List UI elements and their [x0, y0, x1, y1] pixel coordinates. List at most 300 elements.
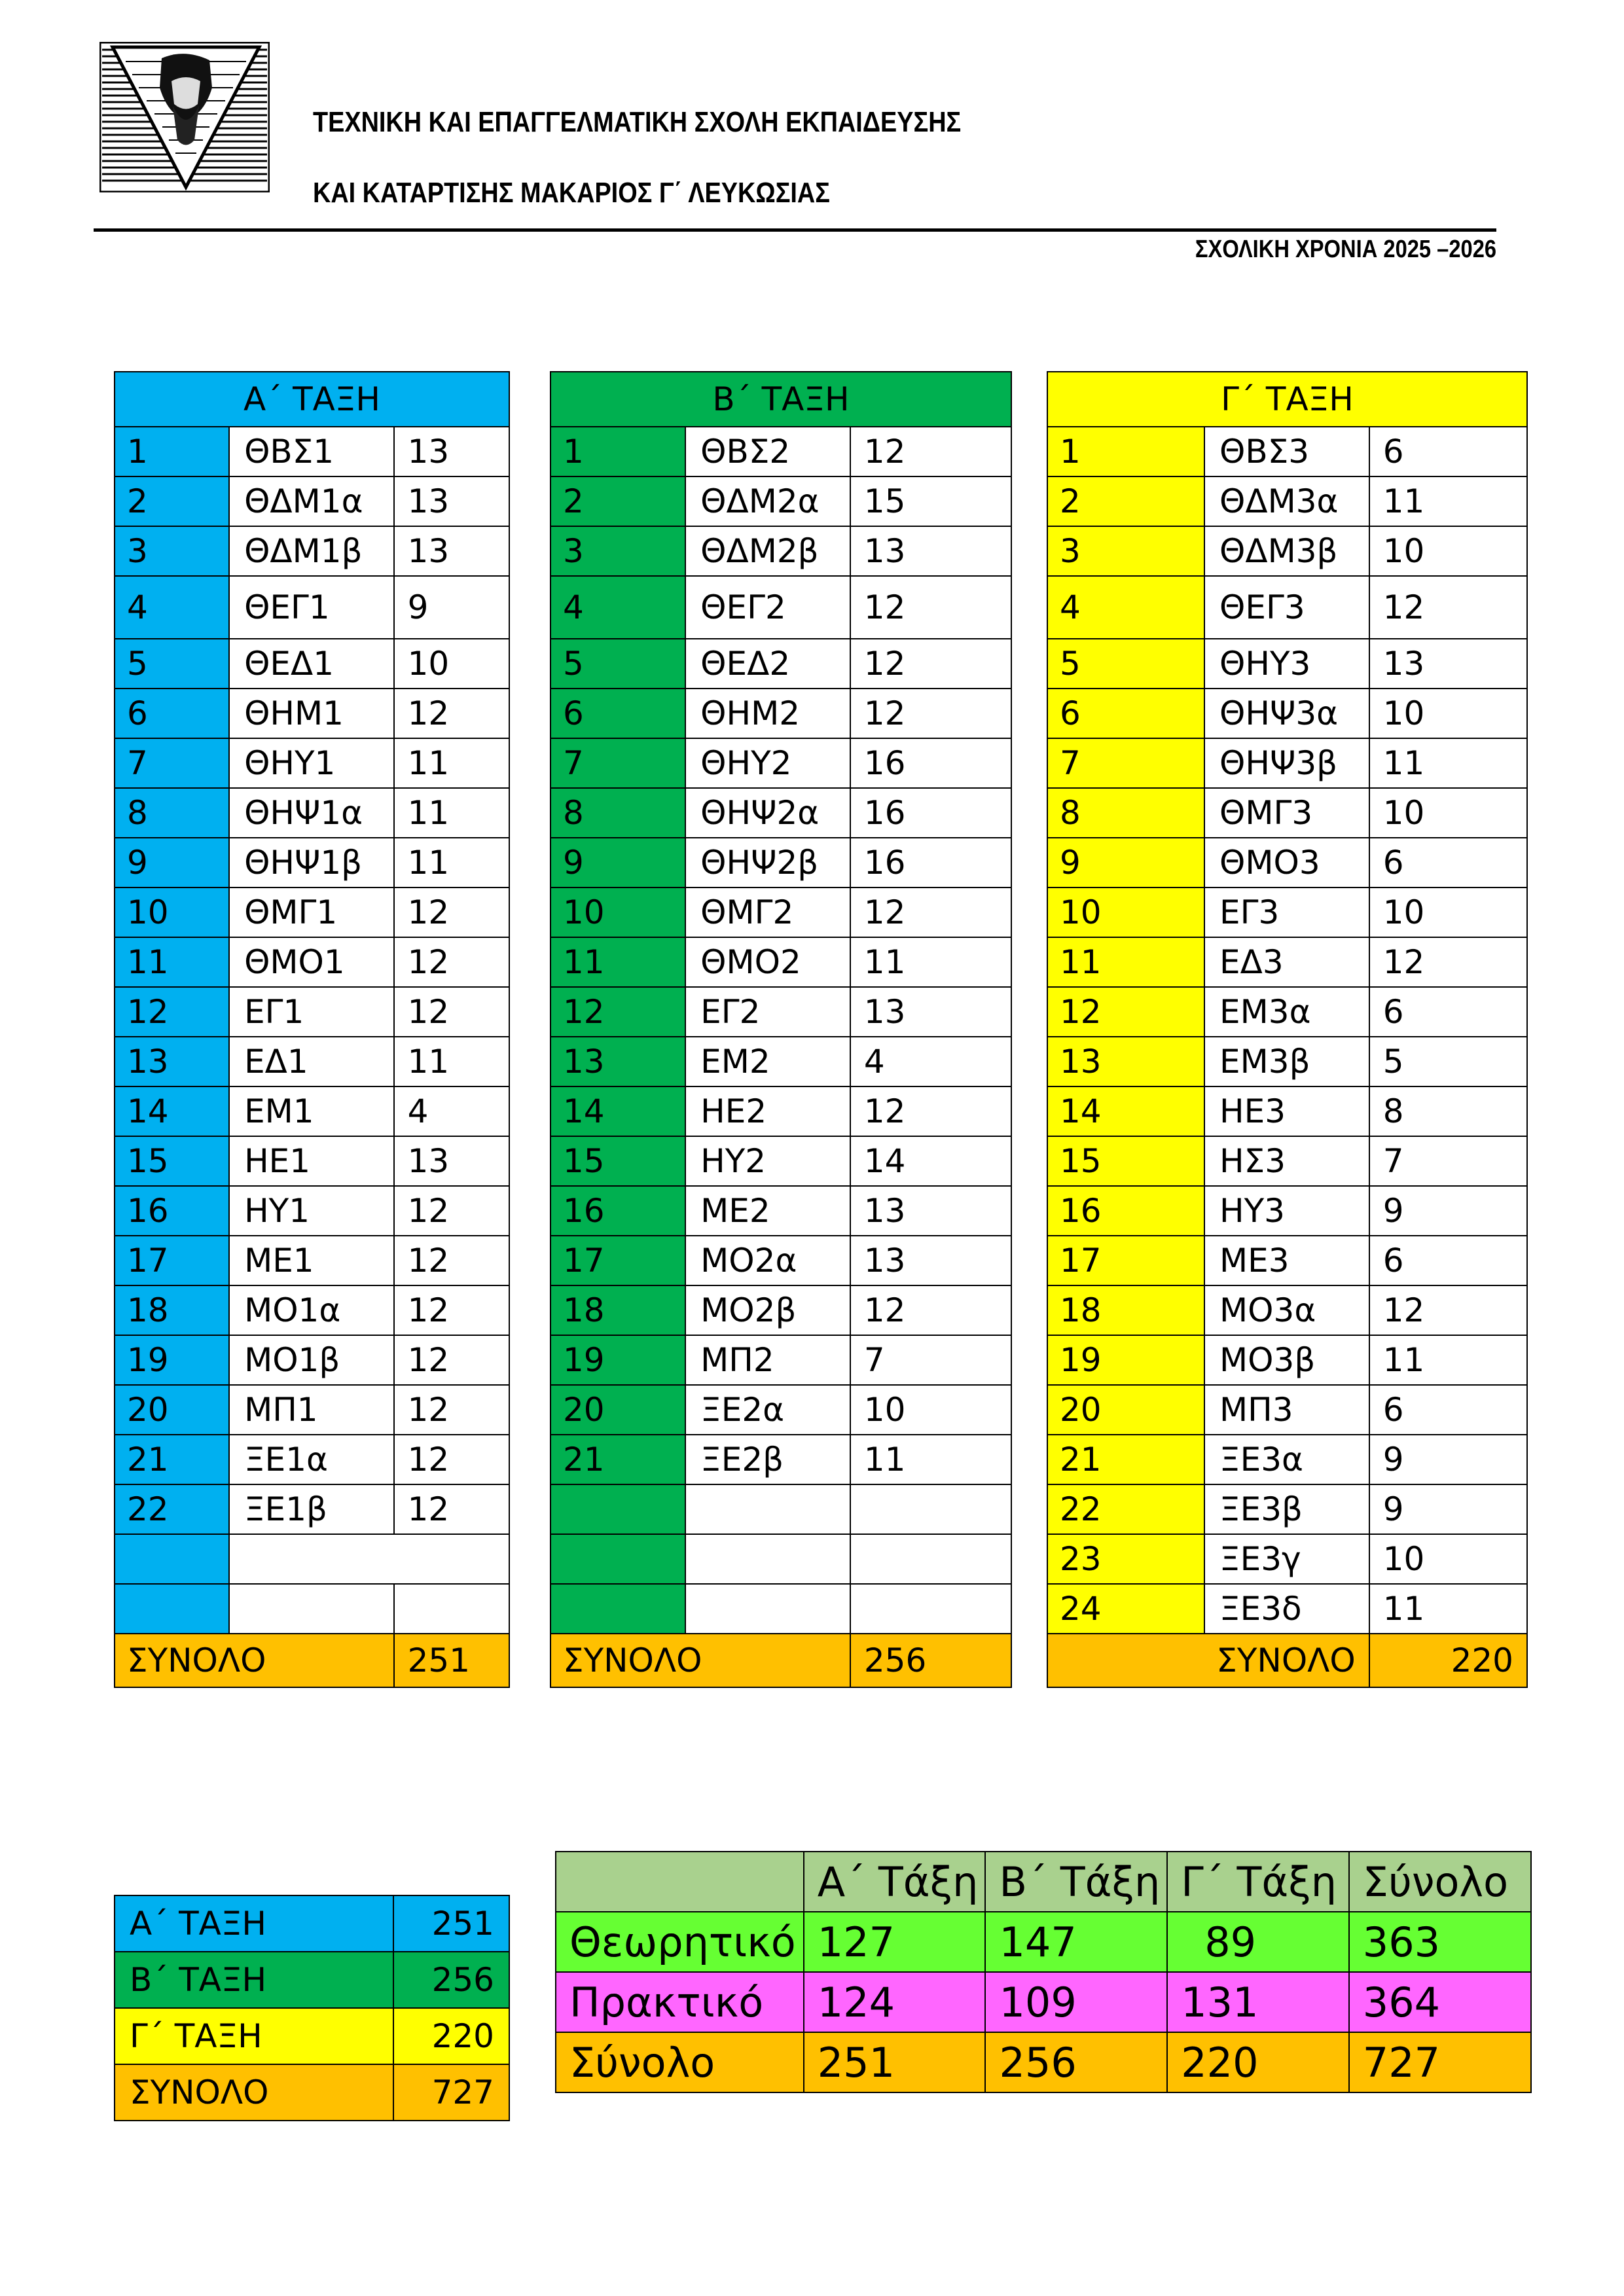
count-cell: 727 — [1349, 2032, 1531, 2092]
section-code: ΕΜ2 — [685, 1037, 850, 1086]
row-number: 4 — [115, 576, 229, 639]
section-code: ΘΕΔ2 — [685, 639, 850, 689]
row-number: 17 — [550, 1236, 685, 1285]
section-code: ΗΕ3 — [1204, 1086, 1369, 1136]
row-number: 24 — [1047, 1584, 1204, 1634]
section-code: ΗΣ3 — [1204, 1136, 1369, 1186]
row-number: 18 — [1047, 1285, 1204, 1335]
section-code: ΘΕΓ3 — [1204, 576, 1369, 639]
count-cell: 220 — [1167, 2032, 1349, 2092]
student-count: 13 — [1369, 639, 1527, 689]
row-number: 16 — [550, 1186, 685, 1236]
section-code: ΕΓ3 — [1204, 888, 1369, 937]
row-number: 10 — [1047, 888, 1204, 937]
section-code: ΗΕ2 — [685, 1086, 850, 1136]
section-code: ΜΠ2 — [685, 1335, 850, 1385]
empty-cell — [229, 1534, 509, 1584]
count-cell: 127 — [804, 1912, 986, 1972]
student-count: 11 — [394, 788, 509, 838]
summary-row — [115, 1952, 509, 2008]
section-code: ΜΟ3β — [1204, 1335, 1369, 1385]
section-code: ΘΜΓ3 — [1204, 788, 1369, 838]
section-code: ΗΥ2 — [685, 1136, 850, 1186]
row-number: 19 — [115, 1335, 229, 1385]
empty-cell — [685, 1534, 850, 1584]
column-header: Β΄ Τάξη — [985, 1852, 1167, 1912]
section-code: ΞΕ2β — [685, 1435, 850, 1484]
section-code: ΘΒΣ1 — [229, 427, 394, 476]
summary-label: Α΄ ΤΑΞΗ — [115, 1895, 393, 1952]
table-row — [1047, 476, 1527, 526]
table-row — [115, 427, 509, 476]
row-number: 2 — [1047, 476, 1204, 526]
count-cell: 251 — [804, 2032, 986, 2092]
table-row — [550, 788, 1011, 838]
row-number: 21 — [550, 1435, 685, 1484]
student-count: 14 — [850, 1136, 1011, 1186]
row-number: 4 — [1047, 576, 1204, 639]
student-count: 11 — [394, 1037, 509, 1086]
row-number — [115, 1534, 229, 1584]
student-count: 12 — [394, 1236, 509, 1285]
table-row — [550, 888, 1011, 937]
student-count: 13 — [394, 526, 509, 576]
section-code: ΘΗΨ2β — [685, 838, 850, 888]
table-row — [550, 1435, 1011, 1484]
table-row — [1047, 1236, 1527, 1285]
table-row — [550, 1086, 1011, 1136]
row-number: 17 — [1047, 1236, 1204, 1285]
row-label: Πρακτικό — [556, 1972, 804, 2032]
row-number: 15 — [550, 1136, 685, 1186]
table-row — [1047, 1435, 1527, 1484]
section-code: ΜΟ1α — [229, 1285, 394, 1335]
row-number: 7 — [1047, 738, 1204, 788]
table-row — [115, 1086, 509, 1136]
student-count: 13 — [850, 526, 1011, 576]
section-code: ΘΗΨ3α — [1204, 689, 1369, 738]
section-code: ΘΜΓ1 — [229, 888, 394, 937]
row-number: 7 — [550, 738, 685, 788]
summary-value: 220 — [393, 2008, 509, 2064]
section-code: ΘΜΟ1 — [229, 937, 394, 987]
table-row — [1047, 888, 1527, 937]
student-count: 7 — [850, 1335, 1011, 1385]
student-count: 13 — [850, 1186, 1011, 1236]
row-number: 11 — [550, 937, 685, 987]
row-number: 22 — [115, 1484, 229, 1534]
section-code: ΞΕ3α — [1204, 1435, 1369, 1484]
section-code: ΘΔΜ2β — [685, 526, 850, 576]
row-number: 21 — [1047, 1435, 1204, 1484]
table-row — [1047, 639, 1527, 689]
row-number: 10 — [550, 888, 685, 937]
table-row — [550, 738, 1011, 788]
student-count: 15 — [850, 476, 1011, 526]
row-number: 6 — [115, 689, 229, 738]
count-cell: 363 — [1349, 1912, 1531, 1972]
empty-cell — [850, 1534, 1011, 1584]
row-number: 5 — [115, 639, 229, 689]
row-number: 19 — [1047, 1335, 1204, 1385]
table-row — [1047, 937, 1527, 987]
row-number: 3 — [550, 526, 685, 576]
student-count: 12 — [394, 987, 509, 1037]
student-count: 12 — [394, 1186, 509, 1236]
school-name-line-2: ΚΑΙ ΚΑΤΑΡΤΙΣΗΣ ΜΑΚΑΡΙΟΣ Γ΄ ΛΕΥΚΩΣΙΑΣ — [313, 177, 830, 209]
row-number: 5 — [550, 639, 685, 689]
section-code: ΘΕΔ1 — [229, 639, 394, 689]
section-code: ΜΕ3 — [1204, 1236, 1369, 1285]
row-number: 1 — [550, 427, 685, 476]
section-code: ΕΓ1 — [229, 987, 394, 1037]
table-row — [550, 576, 1011, 639]
student-count: 11 — [850, 937, 1011, 987]
table-row — [550, 1534, 1011, 1584]
row-number: 16 — [1047, 1186, 1204, 1236]
student-count: 12 — [394, 689, 509, 738]
row-number: 6 — [1047, 689, 1204, 738]
summary-value: 251 — [393, 1895, 509, 1952]
theory-practice-table — [555, 1851, 1532, 2093]
row-number: 13 — [115, 1037, 229, 1086]
student-count: 13 — [850, 1236, 1011, 1285]
summary-label: Γ΄ ΤΑΞΗ — [115, 2008, 393, 2064]
row-number: 1 — [1047, 427, 1204, 476]
student-count: 12 — [394, 888, 509, 937]
table-row — [115, 1435, 509, 1484]
class-title-row — [1047, 372, 1527, 427]
row-number: 18 — [550, 1285, 685, 1335]
row-number: 13 — [1047, 1037, 1204, 1086]
empty-cell — [394, 1584, 509, 1634]
table-row — [115, 1186, 509, 1236]
table-row — [115, 1335, 509, 1385]
table-row — [115, 476, 509, 526]
table-row — [550, 639, 1011, 689]
section-code: ΗΥ3 — [1204, 1186, 1369, 1236]
row-number: 3 — [1047, 526, 1204, 576]
table-row — [115, 937, 509, 987]
total-label: ΣΥΝΟΛΟ — [1047, 1634, 1369, 1687]
school-name-line-1: ΤΕΧΝΙΚΗ ΚΑΙ ΕΠΑΓΓΕΛΜΑΤΙΚΗ ΣΧΟΛΗ ΕΚΠΑΙΔΕΥΣΗΣ — [313, 106, 962, 138]
table-row — [1047, 689, 1527, 738]
school-logo — [99, 42, 270, 192]
row-number: 15 — [1047, 1136, 1204, 1186]
table-row — [550, 1037, 1011, 1086]
student-count: 12 — [850, 427, 1011, 476]
row-number: 9 — [1047, 838, 1204, 888]
student-count: 12 — [394, 1435, 509, 1484]
section-code: ΘΔΜ2α — [685, 476, 850, 526]
row-number: 10 — [115, 888, 229, 937]
table-row — [115, 1534, 509, 1584]
empty-cell — [850, 1584, 1011, 1634]
row-number: 14 — [115, 1086, 229, 1136]
school-year: ΣΧΟΛΙΚΗ ΧΡΟΝΙΑ 2025 –2026 — [1195, 236, 1496, 263]
section-code: ΘΗΥ3 — [1204, 639, 1369, 689]
student-count: 12 — [850, 576, 1011, 639]
total-row — [1047, 1634, 1527, 1687]
student-count: 4 — [394, 1086, 509, 1136]
row-number: 2 — [550, 476, 685, 526]
section-code: ΘΜΓ2 — [685, 888, 850, 937]
section-code: ΕΜ1 — [229, 1086, 394, 1136]
student-count: 12 — [394, 1335, 509, 1385]
table-row — [1047, 1136, 1527, 1186]
count-cell: 109 — [985, 1972, 1167, 2032]
student-count: 11 — [1369, 1335, 1527, 1385]
row-number: 2 — [115, 476, 229, 526]
table-row — [550, 427, 1011, 476]
table-row — [1047, 576, 1527, 639]
row-number — [115, 1584, 229, 1634]
student-count: 9 — [1369, 1484, 1527, 1534]
section-code: ΜΟ3α — [1204, 1285, 1369, 1335]
table-row — [115, 987, 509, 1037]
section-code: ΜΕ2 — [685, 1186, 850, 1236]
student-count: 12 — [394, 1385, 509, 1435]
student-count: 12 — [1369, 937, 1527, 987]
section-code: ΘΗΨ1α — [229, 788, 394, 838]
total-label: ΣΥΝΟΛΟ — [115, 1634, 394, 1687]
summary-value: 727 — [393, 2064, 509, 2121]
student-count: 12 — [1369, 1285, 1527, 1335]
row-number: 8 — [550, 788, 685, 838]
section-code: ΗΥ1 — [229, 1186, 394, 1236]
section-code: ΞΕ2α — [685, 1385, 850, 1435]
summary-row — [115, 1895, 509, 1952]
row-number: 23 — [1047, 1534, 1204, 1584]
table-row — [1047, 1534, 1527, 1584]
section-code: ΘΔΜ1α — [229, 476, 394, 526]
total-value: 256 — [850, 1634, 1011, 1687]
section-code: ΞΕ3β — [1204, 1484, 1369, 1534]
row-number: 20 — [115, 1385, 229, 1435]
section-code: ΗΕ1 — [229, 1136, 394, 1186]
row-number: 11 — [1047, 937, 1204, 987]
student-count: 12 — [1369, 576, 1527, 639]
section-code: ΜΠ3 — [1204, 1385, 1369, 1435]
row-number: 7 — [115, 738, 229, 788]
section-code: ΜΟ1β — [229, 1335, 394, 1385]
section-code: ΘΕΓ1 — [229, 576, 394, 639]
student-count: 10 — [1369, 526, 1527, 576]
section-code: ΘΗΥ1 — [229, 738, 394, 788]
table-row — [1047, 526, 1527, 576]
section-code: ΕΜ3β — [1204, 1037, 1369, 1086]
student-count: 7 — [1369, 1136, 1527, 1186]
student-count: 12 — [850, 1285, 1011, 1335]
table-row — [115, 788, 509, 838]
class-a-table — [114, 371, 510, 1688]
table-row — [550, 476, 1011, 526]
section-code: ΘΕΓ2 — [685, 576, 850, 639]
student-count: 6 — [1369, 427, 1527, 476]
student-count: 12 — [850, 689, 1011, 738]
student-count: 10 — [1369, 689, 1527, 738]
row-number: 19 — [550, 1335, 685, 1385]
student-count: 10 — [850, 1385, 1011, 1435]
row-number: 6 — [550, 689, 685, 738]
empty-cell — [850, 1484, 1011, 1534]
table-row — [550, 1484, 1011, 1534]
row-number: 21 — [115, 1435, 229, 1484]
empty-cell — [229, 1584, 394, 1634]
table-row — [115, 1285, 509, 1335]
student-count: 11 — [850, 1435, 1011, 1484]
row-number: 9 — [550, 838, 685, 888]
student-count: 5 — [1369, 1037, 1527, 1086]
total-value: 251 — [394, 1634, 509, 1687]
breakdown-header-row — [556, 1852, 1531, 1912]
student-count: 11 — [394, 838, 509, 888]
section-code: ΘΒΣ2 — [685, 427, 850, 476]
count-cell: 89 — [1167, 1912, 1349, 1972]
table-row — [115, 1136, 509, 1186]
student-count: 9 — [1369, 1435, 1527, 1484]
section-code: ΘΜΟ2 — [685, 937, 850, 987]
table-row — [115, 526, 509, 576]
row-number: 1 — [115, 427, 229, 476]
row-number: 13 — [550, 1037, 685, 1086]
table-row — [550, 1186, 1011, 1236]
table-row — [115, 1584, 509, 1634]
row-label: Θεωρητικό — [556, 1912, 804, 1972]
section-code: ΘΗΥ2 — [685, 738, 850, 788]
summary-row — [115, 2064, 509, 2121]
student-count: 13 — [850, 987, 1011, 1037]
student-count: 10 — [1369, 788, 1527, 838]
row-number: 14 — [550, 1086, 685, 1136]
column-header: Σύνολο — [1349, 1852, 1531, 1912]
row-label: Σύνολο — [556, 2032, 804, 2092]
table-row — [1047, 1584, 1527, 1634]
student-count: 12 — [850, 888, 1011, 937]
table-row — [115, 1385, 509, 1435]
count-cell: 124 — [804, 1972, 986, 2032]
breakdown-row — [556, 1972, 1531, 2032]
student-count: 6 — [1369, 838, 1527, 888]
student-count: 6 — [1369, 1385, 1527, 1435]
table-row — [1047, 1385, 1527, 1435]
student-count: 11 — [1369, 738, 1527, 788]
table-row — [1047, 1037, 1527, 1086]
section-code: ΕΓ2 — [685, 987, 850, 1037]
row-number: 20 — [550, 1385, 685, 1435]
table-row — [550, 1335, 1011, 1385]
section-code: ΘΔΜ3β — [1204, 526, 1369, 576]
student-count: 13 — [394, 1136, 509, 1186]
summary-label: ΣΥΝΟΛΟ — [115, 2064, 393, 2121]
student-count: 11 — [1369, 1584, 1527, 1634]
student-count: 16 — [850, 788, 1011, 838]
student-count: 13 — [394, 427, 509, 476]
student-count: 8 — [1369, 1086, 1527, 1136]
section-code: ΞΕ1β — [229, 1484, 394, 1534]
class-title: Α΄ ΤΑΞΗ — [115, 372, 509, 427]
count-cell: 147 — [985, 1912, 1167, 1972]
section-code: ΘΗΨ3β — [1204, 738, 1369, 788]
empty-cell — [685, 1584, 850, 1634]
count-cell: 131 — [1167, 1972, 1349, 2032]
section-code: ΕΜ3α — [1204, 987, 1369, 1037]
column-header: Γ΄ Τάξη — [1167, 1852, 1349, 1912]
table-row — [550, 937, 1011, 987]
class-title-row — [550, 372, 1011, 427]
row-number: 15 — [115, 1136, 229, 1186]
table-row — [115, 1484, 509, 1534]
student-count: 9 — [1369, 1186, 1527, 1236]
row-number: 5 — [1047, 639, 1204, 689]
section-code: ΘΒΣ3 — [1204, 427, 1369, 476]
table-row — [1047, 1086, 1527, 1136]
table-row — [1047, 1484, 1527, 1534]
row-number: 3 — [115, 526, 229, 576]
class-title-row — [115, 372, 509, 427]
row-number — [550, 1584, 685, 1634]
class-title: Γ΄ ΤΑΞΗ — [1047, 372, 1527, 427]
row-number: 18 — [115, 1285, 229, 1335]
student-count: 13 — [394, 476, 509, 526]
table-row — [1047, 738, 1527, 788]
section-code: ΘΔΜ1β — [229, 526, 394, 576]
section-code: ΞΕ3δ — [1204, 1584, 1369, 1634]
table-row — [1047, 987, 1527, 1037]
row-number — [550, 1534, 685, 1584]
section-code: ΜΕ1 — [229, 1236, 394, 1285]
student-count: 4 — [850, 1037, 1011, 1086]
breakdown-row — [556, 1912, 1531, 1972]
table-row — [550, 689, 1011, 738]
table-row — [550, 1136, 1011, 1186]
table-row — [115, 639, 509, 689]
row-number: 12 — [115, 987, 229, 1037]
table-row — [1047, 788, 1527, 838]
section-code: ΞΕ1α — [229, 1435, 394, 1484]
row-number: 12 — [550, 987, 685, 1037]
table-row — [1047, 427, 1527, 476]
section-code: ΘΗΜ1 — [229, 689, 394, 738]
student-count: 12 — [394, 937, 509, 987]
table-row — [550, 838, 1011, 888]
row-number: 11 — [115, 937, 229, 987]
student-count: 10 — [394, 639, 509, 689]
table-row — [550, 987, 1011, 1037]
section-code: ΞΕ3γ — [1204, 1534, 1369, 1584]
class-title: Β΄ ΤΑΞΗ — [550, 372, 1011, 427]
table-row — [115, 1037, 509, 1086]
table-row — [115, 1236, 509, 1285]
table-row — [550, 1385, 1011, 1435]
table-row — [115, 738, 509, 788]
row-number: 12 — [1047, 987, 1204, 1037]
section-code: ΜΟ2β — [685, 1285, 850, 1335]
total-row — [115, 1634, 509, 1687]
table-row — [1047, 838, 1527, 888]
row-number: 16 — [115, 1186, 229, 1236]
empty-cell — [685, 1484, 850, 1534]
summary-row — [115, 2008, 509, 2064]
section-code: ΘΗΨ2α — [685, 788, 850, 838]
breakdown-row — [556, 2032, 1531, 2092]
summary-label: Β΄ ΤΑΞΗ — [115, 1952, 393, 2008]
row-number: 8 — [1047, 788, 1204, 838]
student-count: 6 — [1369, 987, 1527, 1037]
student-count: 12 — [394, 1285, 509, 1335]
table-row — [115, 689, 509, 738]
student-count: 10 — [1369, 888, 1527, 937]
